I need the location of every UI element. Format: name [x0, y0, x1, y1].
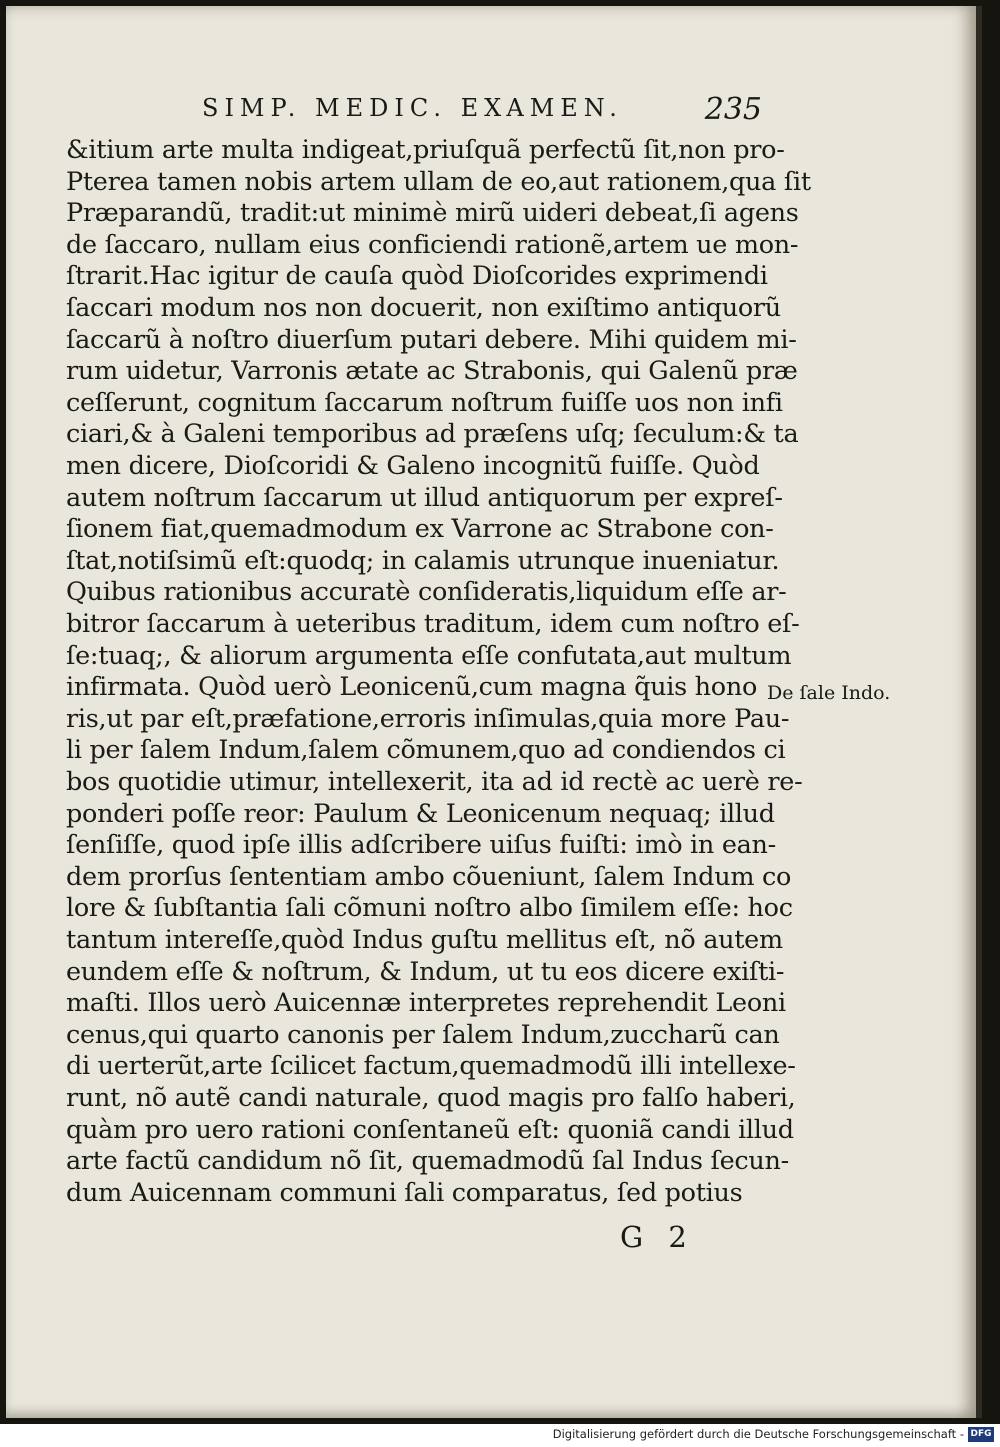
- running-title: SIMP. MEDIC. EXAMEN.: [202, 94, 623, 122]
- text-line: ſtrarit.Hac igitur de cauſa quòd Dioſcorides exprimendi: [66, 261, 768, 292]
- text-line: de ſaccaro, nullam eius conficiendi rationẽ,artem ue mon-: [66, 229, 799, 260]
- page-header: [202, 92, 762, 128]
- text-line: autem noſtrum ſaccarum ut illud antiquorum per expreſ-: [66, 482, 783, 513]
- text-line: Pterea tamen nobis artem ullam de eo,aut rationem,qua ſit: [66, 166, 811, 197]
- dfg-logo: DFG: [968, 1427, 994, 1442]
- text-line: runt, nõ autẽ candi naturale, quod magis pro falſo haberi,: [66, 1083, 796, 1113]
- text-line: ſenſiſſe, quod ipſe illis adſcribere uiſus fuiſti: imò in ean-: [66, 830, 776, 861]
- text-line: ſtat,notiſsimũ eſt:quodq; in calamis utrunque inueniatur.: [66, 545, 780, 576]
- text-line: cenus,qui quarto canonis per ſalem Indum,zuccharũ can: [66, 1019, 780, 1050]
- text-line: eundem eſſe & noſtrum, & Indum, ut tu eos dicere exiſti-: [66, 956, 785, 987]
- text-line: li per ſalem Indum,ſalem cõmunem,quo ad condiendos ci: [66, 735, 786, 766]
- text-line: bos quotidie utimur, intellexerit, ita ad id rectè ac uerè re-: [66, 767, 803, 797]
- book-page: [6, 6, 982, 1418]
- text-line: ſionem fiat,quemadmodum ex Varrone ac Strabone con-: [66, 514, 774, 545]
- text-line: Quibus rationibus accuratè conſideratis,liquidum eſſe ar-: [66, 577, 787, 608]
- text-line: ponderi poſſe reor: Paulum & Leonicenum nequaq; illud: [66, 798, 775, 829]
- footer-bar: [0, 1424, 1000, 1447]
- text-line: ris,ut par eſt,præfatione,erroris inſimulas,quia more Pau-: [66, 703, 790, 734]
- text-line: ſe:tuaq;, & aliorum argumenta eſſe confutata,aut multum: [66, 640, 792, 671]
- page-number: 235: [704, 92, 762, 127]
- margin-note: De ſale Indo.: [767, 682, 891, 704]
- signature-mark: G 2: [620, 1220, 695, 1254]
- text-line: maſti. Illos uerò Auicennæ interpretes reprehendit Leoni: [66, 988, 786, 1019]
- text-line: bitror ſaccarum à ueteribus traditum, idem cum noſtro eſ-: [66, 609, 800, 639]
- text-line: arte factũ candidum nõ ſit, quemadmodũ ſal Indus ſecun-: [66, 1146, 789, 1177]
- text-line: ſaccari modum nos non docuerit, non exiſtimo antiquorũ: [66, 293, 781, 323]
- text-line: lore & ſubſtantia ſali cõmuni noſtro albo ſimilem eſſe: hoc: [66, 893, 793, 924]
- text-line: tantum intereſſe,quòd Indus guſtu mellitus eſt, nõ autem: [66, 925, 783, 955]
- text-line: rum uidetur, Varronis ætate ac Strabonis, qui Galenũ præ: [66, 356, 798, 387]
- text-line: ſaccarũ à noſtro diuerſum putari debere. Mihi quidem mi-: [66, 324, 797, 355]
- text-line: men dicere, Dioſcoridi & Galeno incognitũ fuiſſe. Quòd: [66, 451, 760, 481]
- text-line: dum Auicennam communi ſali comparatus, ſed potius: [66, 1177, 743, 1208]
- text-line: Præparandũ, tradit:ut minimè mirũ uideri debeat,ſi agens: [66, 198, 799, 229]
- text-line: dem prorſus ſententiam ambo cõueniunt, ſalem Indum co: [66, 861, 792, 892]
- text-line: ceſſerunt, cognitum ſaccarum noſtrum fuiſſe uos non infi: [66, 387, 783, 418]
- funding-credit: Digitalisierung gefördert durch die Deutsche Forschungsgemeinschaft -: [552, 1427, 964, 1441]
- text-line: quàm pro uero rationi conſentaneũ eſt: quoniã candi illud: [66, 1114, 794, 1145]
- text-line: &itium arte multa indigeat,priuſquã perfectũ ſit,non pro-: [66, 135, 785, 165]
- text-line: ciari,& à Galeni temporibus ad præſens uſq; ſeculum:& ta: [66, 419, 799, 450]
- text-line: infirmata. Quòd uerò Leonicenũ,cum magna q̃uis hono: [66, 672, 758, 703]
- text-line: di uerterũt,arte ſcilicet factum,quemadmodũ illi intellexe-: [66, 1051, 796, 1082]
